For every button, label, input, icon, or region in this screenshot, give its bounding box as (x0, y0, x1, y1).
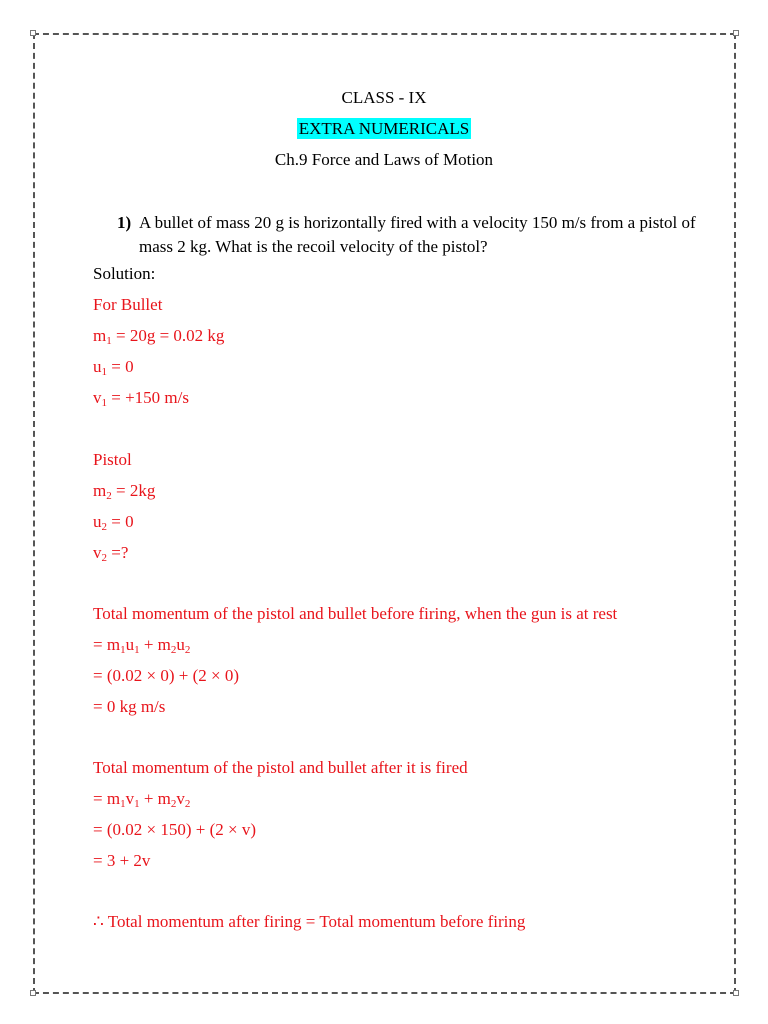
symbol: u (93, 357, 102, 376)
question-number: 1) (117, 213, 132, 232)
subscript: 1 (120, 798, 126, 810)
eq-part: v (125, 789, 135, 808)
corner-mark (733, 990, 739, 996)
bullet-mass-line (93, 326, 224, 346)
conclusion-line: ∴ Total momentum after firing = Total momentum before firing (93, 912, 526, 931)
symbol: m (93, 326, 107, 345)
corner-mark (733, 30, 739, 36)
value: = +150 m/s (107, 388, 189, 407)
chapter-title-text: Ch.9 Force and Laws of Motion (274, 150, 494, 169)
class-title-text: CLASS - IX (341, 88, 427, 107)
pistol-heading: Pistol (93, 450, 132, 469)
subscript: 2 (106, 490, 112, 502)
bullet-final-velocity-line (93, 388, 189, 408)
corner-mark (30, 30, 36, 36)
pistol-final-velocity-line (93, 543, 128, 563)
pistol-initial-velocity-line (93, 512, 134, 532)
value: = 2kg (111, 481, 156, 500)
eq-part: v (176, 789, 185, 808)
page-border (33, 33, 736, 994)
momentum-before-result: = 0 kg m/s (93, 697, 166, 716)
bullet-initial-velocity-line (93, 357, 134, 377)
eq-part: + m (139, 635, 171, 654)
value: =? (107, 543, 129, 562)
subscript: 2 (184, 798, 191, 810)
eq-part: = m (93, 635, 121, 654)
momentum-after-substitution: = (0.02 × 150) + (2 × v) (93, 820, 256, 839)
value: = 20g = 0.02 kg (111, 326, 225, 345)
subscript: 1 (101, 397, 107, 409)
value: = 0 (107, 512, 134, 531)
momentum-after-heading: Total momentum of the pistol and bullet after it is fired (93, 758, 468, 777)
bullet-heading: For Bullet (93, 295, 163, 314)
momentum-before-heading: Total momentum of the pistol and bullet before firing, when the gun is at rest (93, 604, 618, 623)
subscript: 2 (170, 644, 177, 656)
eq-part: = m (93, 789, 121, 808)
extra-numericals-text: EXTRA NUMERICALS (298, 119, 470, 138)
subscript: 1 (120, 644, 126, 656)
symbol: v (93, 388, 102, 407)
chapter-title (0, 150, 768, 170)
symbol: v (93, 543, 102, 562)
class-title (0, 88, 768, 108)
subscript: 2 (184, 644, 191, 656)
subscript: 2 (101, 521, 107, 533)
subscript: 1 (106, 335, 112, 347)
subscript: 1 (134, 798, 140, 810)
eq-part: + m (139, 789, 171, 808)
subscript: 2 (101, 552, 107, 564)
corner-mark (30, 990, 36, 996)
question-text: A bullet of mass 20 g is horizontally fired with a velocity 150 m/s from a pistol of mass 2 kg. What is the recoil velocity of the pistol? (139, 213, 696, 256)
value: = 0 (107, 357, 134, 376)
eq-part: u (125, 635, 135, 654)
momentum-before-formula (93, 635, 190, 655)
subscript: 2 (170, 798, 177, 810)
eq-part: u (176, 635, 185, 654)
solution-heading: Solution: (93, 264, 156, 283)
symbol: m (93, 481, 107, 500)
subscript: 1 (101, 366, 107, 378)
subscript: 1 (134, 644, 140, 656)
momentum-after-formula (93, 789, 190, 809)
pistol-mass-line (93, 481, 155, 501)
momentum-before-substitution: = (0.02 × 0) + (2 × 0) (93, 666, 239, 685)
symbol: u (93, 512, 102, 531)
momentum-after-result: = 3 + 2v (93, 851, 151, 870)
extra-numericals-title (0, 119, 768, 139)
